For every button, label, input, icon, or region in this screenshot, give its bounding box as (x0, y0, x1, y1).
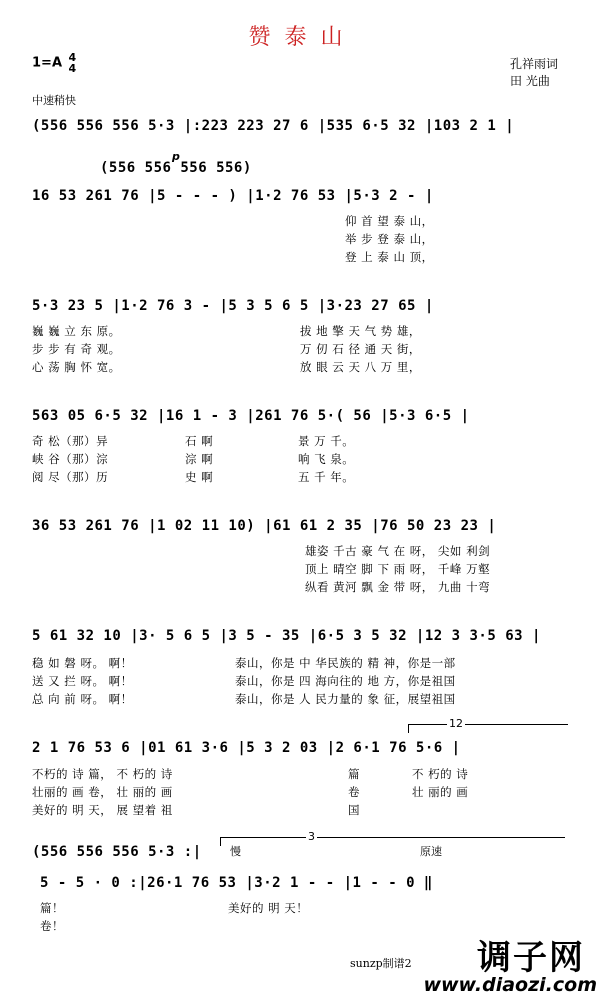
lyric-line: 泰山，你是 人 民力量的 象 征，展望祖国 (235, 692, 456, 706)
lyric-line: 美好的 明 天， 展 望着 祖 (32, 803, 173, 817)
tempo-marking: 中速稍快 (32, 94, 76, 107)
lyric-line: 景 万 千。 (298, 434, 355, 448)
watermark-logo: 调子网 (477, 938, 585, 978)
lyricist: 孔祥雨词 (510, 57, 559, 71)
lyric-line: 篇！ (40, 901, 64, 915)
lyric-line: 奇 松（那）异 (32, 434, 109, 448)
lyric-line: 泰山，你是 中 华民族的 精 神，你是一部 (235, 656, 456, 670)
lyric-line: 登 上 泰 山 顶， (345, 250, 434, 264)
notation-line-1: (556 556 556 5·3 |:223 223 27 6 |535 6·5 32 |103 2 1 | (32, 118, 515, 134)
lyric-line: 万 仞 石 径 通 天 街， (300, 342, 421, 356)
lyric-line: 总 向 前 呀。 啊！ (32, 692, 133, 706)
lyric-line: 卷 (348, 785, 360, 799)
lyric-line: 淙 啊 (185, 452, 214, 466)
notation-line-4: 5·3 23 5 |1·2 76 3 - |5 3 5 6 5 |3·23 27 65 | (32, 298, 434, 314)
lyric-line: 放 眼 云 天 八 万 里， (300, 360, 421, 374)
notation-line-2: (556 556 556 556) (100, 160, 252, 176)
lyric-line: 送 又 拦 呀。 啊！ (32, 674, 133, 688)
lyric-line: 壮 丽的 画 (412, 785, 469, 799)
song-title: 赞泰山 (248, 25, 357, 50)
notation-line-3: 16 53 261 76 |5 - - - ) |1·2 76 53 |5·3 2 - | (32, 188, 434, 204)
dynamic-mark: p (172, 150, 180, 163)
key-signature (32, 52, 76, 74)
composer: 田 光曲 (510, 74, 550, 88)
lyric-line: 不朽的 诗 篇， 不 朽的 诗 (32, 767, 173, 781)
lyric-line: 仰 首 望 泰 山， (345, 214, 434, 228)
lyric-line: 巍 巍 立 东 原。 (32, 324, 121, 338)
lyric-line: 卷！ (40, 919, 64, 933)
volta-3-label: 3 (308, 830, 315, 843)
lyric-line: 史 啊 (185, 470, 214, 484)
notation-line-10: 5 - 5 · 0 :|26·1 76 53 |3·2 1 - - |1 - - 0 ‖ (40, 875, 433, 891)
notation-line-6: 36 53 261 76 |1 02 11 10) |61 61 2 35 |76 50 23 23 | (32, 518, 497, 534)
lyric-line: 篇 (348, 767, 360, 781)
lyric-line: 纵看 黄河 飘 金 带 呀， 九曲 十弯 (305, 580, 491, 594)
lyric-line: 石 啊 (185, 434, 214, 448)
lyric-line: 国 (348, 803, 360, 817)
volta-bracket (408, 724, 568, 725)
time-bottom: 4 (68, 62, 77, 75)
lyric-line: 阅 尽（那）历 (32, 470, 109, 484)
lyric-line: 心 荡 胸 怀 宽。 (32, 360, 121, 374)
volta-1: 1 (449, 717, 456, 730)
volta-tick (220, 838, 221, 846)
notation-line-7: 5 61 32 10 |3· 5 6 5 |3 5 - 35 |6·5 3 5 32 |12 3 3·5 63 | (32, 628, 541, 644)
lyric-line: 泰山，你是 四 海向往的 地 方，你是祖国 (235, 674, 456, 688)
notation-line-9: (556 556 556 5·3 :| (32, 844, 202, 860)
lyric-line: 峡 谷（那）淙 (32, 452, 109, 466)
lyric-line: 响 飞 泉。 (298, 452, 355, 466)
lyric-line: 稳 如 磐 呀。 啊！ (32, 656, 133, 670)
lyric-line: 步 步 有 奇 观。 (32, 342, 121, 356)
lyric-line: 拔 地 擎 天 气 势 雄， (300, 324, 421, 338)
time-top: 4 (68, 51, 77, 64)
volta-bracket (220, 837, 565, 838)
watermark-url: www.diaozi.com (423, 974, 597, 996)
time-signature (69, 52, 77, 74)
lyric-line: 顶上 晴空 脚 下 雨 呀， 千峰 万壑 (305, 562, 491, 576)
volta-2: 2 (456, 717, 463, 730)
original-tempo-marking: 原速 (420, 845, 442, 858)
lyric-line: 雄姿 千古 豪 气 在 呀， 尖如 利剑 (305, 544, 491, 558)
notation-line-5: 563 05 6·5 32 |16 1 - 3 |261 76 5·( 56 |5·3 6·5 | (32, 408, 470, 424)
key-label: 1=A (32, 55, 62, 71)
volta-label (447, 717, 465, 730)
transcriber-credit: sunzp制谱2 (350, 957, 412, 970)
volta-tick (408, 725, 409, 733)
lyric-line: 壮丽的 画 卷， 壮 丽的 画 (32, 785, 173, 799)
lyric-line: 不 朽的 诗 (412, 767, 469, 781)
slow-marking: 慢 (230, 845, 241, 858)
notation-line-8: 2 1 76 53 6 |01 61 3·6 |5 3 2 03 |2 6·1 76 5·6 | (32, 740, 461, 756)
lyric-line: 五 千 年。 (298, 470, 355, 484)
lyric-line: 举 步 登 泰 山， (345, 232, 434, 246)
lyric-line: 美好的 明 天！ (228, 901, 309, 915)
